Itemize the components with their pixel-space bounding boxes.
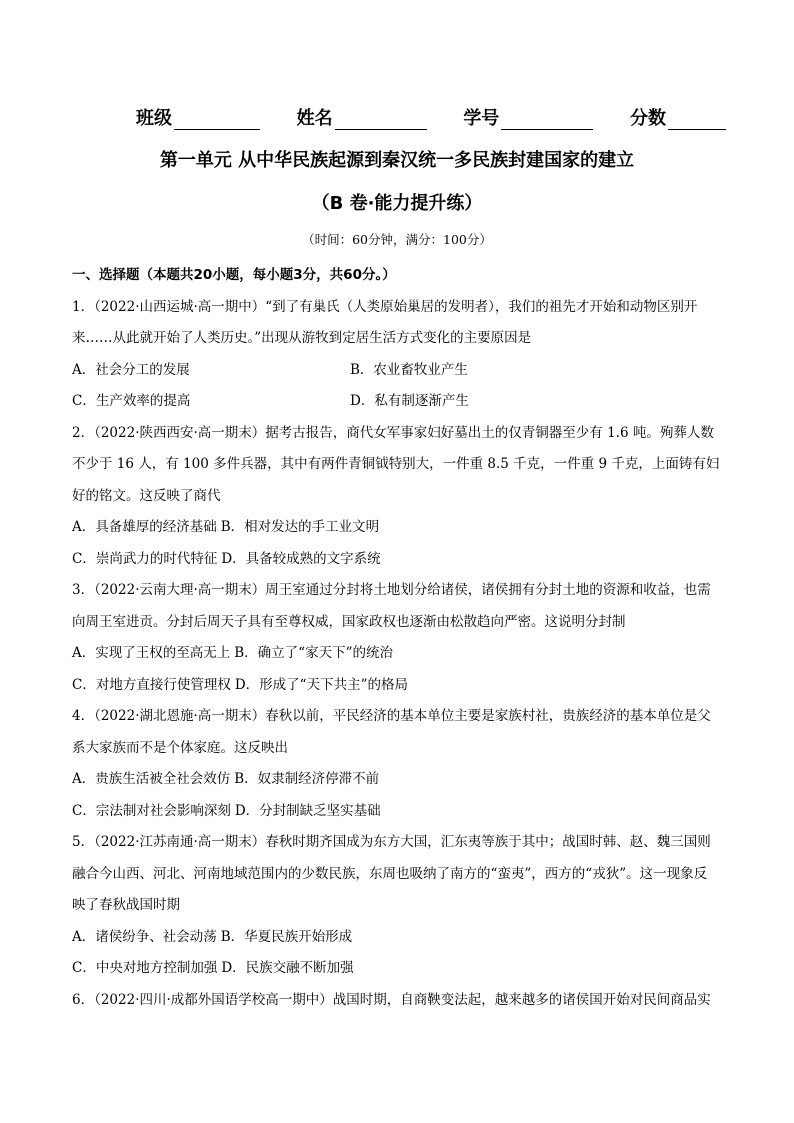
- question-5: [72, 827, 724, 985]
- option-c[interactable]: C．对地方直接行使管理权: [72, 676, 231, 693]
- question-text-line: 1．（2022·山西运城·高一期中）“到了有巢氏（人类原始巢居的发明者），我们的祖先才开始和动物区别开: [72, 298, 698, 315]
- question-text-line: 来……从此就开始了人类历史。”出现从游牧到定居生活方式变化的主要原因是: [72, 330, 532, 346]
- option-d[interactable]: D．民族交融不断加强: [221, 960, 354, 976]
- score-label: 分数: [629, 108, 666, 129]
- option-row: [72, 638, 724, 670]
- question-text-line: 向周王室进贡。分封后周天子具有至尊权威，国家政权也逐渐由松散趋向严密。这说明分封制: [72, 613, 626, 630]
- option-b[interactable]: B．华夏民族开始形成: [220, 928, 353, 945]
- question-6: [72, 985, 724, 1017]
- question-text-line: 3．（2022·云南大理·高一期末）周王室通过分封将土地划分给诸侯，诸侯拥有分封土地的资源和收益，也需: [72, 582, 711, 598]
- option-c[interactable]: C．崇尚武力的时代特征: [72, 550, 218, 567]
- option-a[interactable]: A．实现了王权的至高无上: [72, 645, 231, 661]
- option-a[interactable]: A．诸侯纷争、社会动荡: [72, 928, 217, 945]
- question-text-line: 6．（2022·四川·成都外国语学校高一期中）战国时期，自商鞅变法起，越来越多的诸侯国开始对民间商品实: [72, 991, 711, 1008]
- section-heading: 一、选择题（本题共20小题，每小题3分，共60分。）: [72, 267, 396, 283]
- student-id-blank[interactable]: [501, 111, 593, 130]
- student-id-label: 学号: [463, 108, 500, 129]
- question-text-line: 2．（2022·陕西西安·高一期末）据考古报告，商代女军事家妇好墓出土的仅青铜器至少有 1.6 吨。殉葬人数: [72, 424, 714, 441]
- question-4: [72, 701, 724, 827]
- question-1: [72, 292, 724, 418]
- option-d[interactable]: D．形成了“天下共主”的格局: [234, 676, 408, 693]
- option-c[interactable]: C．生产效率的提高: [72, 393, 191, 409]
- option-row: [72, 544, 724, 576]
- unit-title: 第一单元 从中华民族起源到秦汉统一多民族封建国家的建立: [159, 150, 635, 171]
- question-text-line: 4．（2022·湖北恩施·高一期末）春秋以前，平民经济的基本单位主要是家族村社，贵族经济的基本单位是父: [72, 708, 711, 724]
- option-row: [72, 796, 724, 828]
- option-c[interactable]: C．宗法制对社会影响深刻: [72, 802, 231, 819]
- option-row: [72, 512, 724, 544]
- exam-meta: （时间：60分钟，满分：100分）: [302, 232, 492, 247]
- class-blank[interactable]: [174, 111, 260, 130]
- option-d[interactable]: D．分封制缺乏坚实基础: [234, 802, 381, 819]
- questions-content: [72, 260, 724, 1016]
- option-row: [72, 764, 724, 796]
- option-d[interactable]: D．私有制逐渐产生: [350, 393, 469, 409]
- option-a[interactable]: A．贵族生活被全社会效仿: [72, 771, 231, 787]
- option-a[interactable]: A．具备雄厚的经济基础: [72, 519, 217, 535]
- score-blank[interactable]: [668, 111, 726, 130]
- score-field: [630, 104, 726, 130]
- option-b[interactable]: B．奴隶制经济停滞不前: [234, 771, 380, 787]
- option-row: [72, 670, 724, 702]
- question-text-line: 系大家族而不是个体家庭。这反映出: [72, 739, 288, 756]
- option-b[interactable]: B．相对发达的手工业文明: [220, 519, 380, 535]
- option-row: [72, 953, 724, 985]
- question-text-line: 好的铭文。这反映了商代: [72, 487, 221, 504]
- option-d[interactable]: D．具备较成熟的文字系统: [221, 550, 381, 567]
- question-text-line: 映了春秋战国时期: [72, 897, 180, 913]
- name-blank[interactable]: [335, 111, 427, 130]
- unit-subtitle: （B 卷·能力提升练）: [311, 193, 483, 214]
- class-label: 班级: [136, 108, 172, 129]
- option-row: [72, 922, 724, 954]
- name-label: 姓名: [296, 108, 333, 129]
- student-id-field: [463, 104, 593, 130]
- question-text-line: 5．（2022·江苏南通·高一期末）春秋时期齐国成为东方大国，汇东夷等族于其中；战国时韩、赵、魏三国则: [72, 834, 711, 850]
- student-info-row: [136, 104, 726, 130]
- question-3: [72, 575, 724, 701]
- question-2: [72, 418, 724, 576]
- option-b[interactable]: B．农业畜牧业产生: [350, 361, 468, 378]
- option-c[interactable]: C．中央对地方控制加强: [72, 960, 218, 976]
- option-a[interactable]: A．社会分工的发展: [72, 361, 190, 378]
- class-field: [136, 104, 260, 130]
- option-b[interactable]: B．确立了“家天下”的统治: [234, 645, 393, 661]
- option-row: [72, 386, 724, 418]
- option-row: [72, 355, 724, 387]
- question-text-line: 融合今山西、河北、河南地域范围内的少数民族，东周也吸纳了南方的“蛮夷”，西方的“戎狄”。这一现象反: [72, 865, 708, 882]
- question-text-line: 不少于 16 人，有 100 多件兵器，其中有两件青铜钺特别大，一件重 8.5 千克，一件重 9 千克，上面铸有妇: [72, 456, 720, 472]
- name-field: [297, 104, 427, 130]
